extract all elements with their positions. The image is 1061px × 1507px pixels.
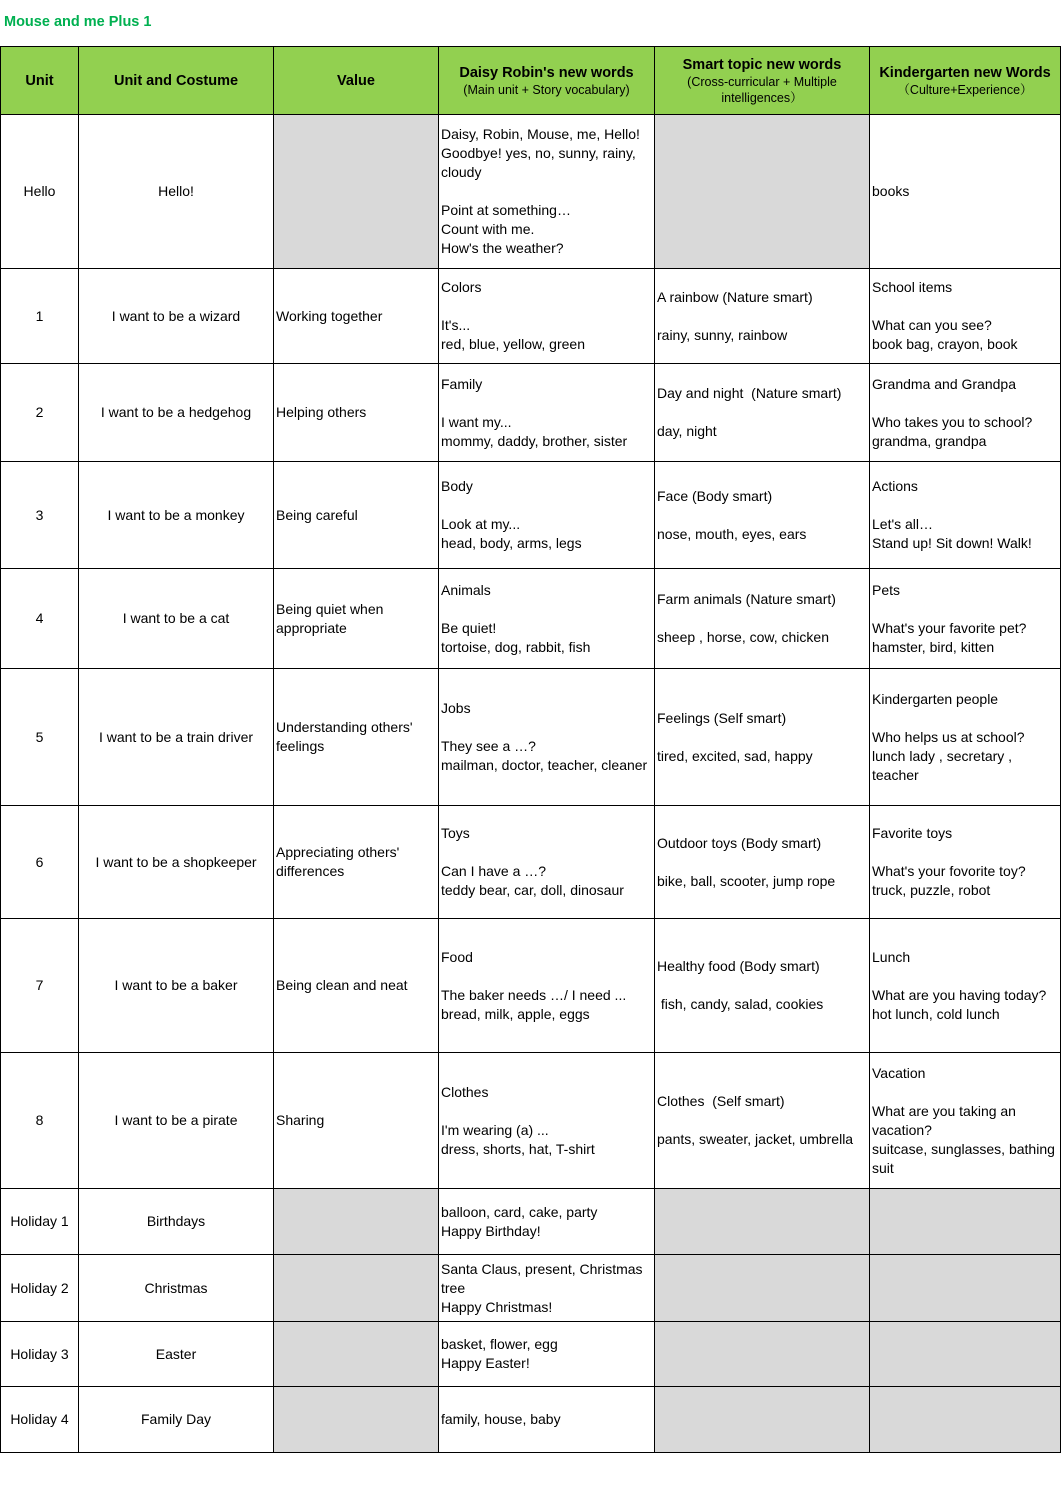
header-smart-main: Smart topic new words: [682, 56, 842, 73]
cell-unit: [1, 1322, 79, 1387]
table-row: [1, 115, 1061, 269]
cell-daisy-robin-words-line: [441, 718, 652, 737]
cell-unit-and-costume: [79, 669, 274, 806]
cell-kindergarten-words-line: Stand up! Sit down! Walk!: [872, 535, 1032, 551]
cell-daisy-robin-words-line: Point at something…: [441, 202, 571, 218]
cell-unit: [1, 569, 79, 669]
table-row: [1, 1189, 1061, 1255]
cell-kindergarten-words-line: grandma, grandpa: [872, 432, 987, 449]
cell-kindergarten-words: [870, 364, 1061, 462]
cell-kindergarten-words: [870, 1387, 1061, 1453]
cell-daisy-robin-words: [439, 269, 655, 364]
cell-kindergarten-words: [870, 269, 1061, 364]
cell-daisy-robin-words: [439, 115, 655, 269]
cell-kindergarten-words-line: hot lunch, cold lunch: [872, 1005, 1000, 1022]
cell-unit: [1, 1189, 79, 1255]
cell-kindergarten-words-line: School items: [872, 279, 953, 295]
cell-unit-text: 1: [35, 307, 44, 324]
cell-kindergarten-words-line: [872, 843, 1058, 862]
cell-unit-text: Holiday 2: [10, 1279, 69, 1296]
cell-value-text: Sharing: [276, 1112, 325, 1128]
cell-smart-topic-words-line: pants, sweater, jacket, umbrella: [657, 1131, 854, 1147]
cell-kindergarten-words-line: Who takes you to school?: [872, 413, 1033, 430]
cell-daisy-robin-words-line: They see a …?: [441, 738, 536, 754]
cell-unit-and-costume-text: I want to be a shopkeeper: [95, 853, 257, 870]
cell-daisy-robin-words-line: Be quiet!: [441, 619, 497, 636]
cell-daisy-robin-words-line: [441, 843, 652, 862]
cell-value: [274, 1387, 439, 1453]
cell-smart-topic-words: [655, 806, 870, 919]
cell-daisy-robin-words-line: bread, milk, apple, eggs: [441, 1005, 590, 1022]
cell-kindergarten-words-line: What are you taking an vacation?: [872, 1102, 1020, 1138]
cell-unit-and-costume-text: I want to be a wizard: [111, 307, 241, 324]
cell-unit: [1, 806, 79, 919]
header-smart-sub: (Cross-curricular + Multiple intelligences）: [687, 74, 837, 105]
cell-daisy-robin-words-line: Happy Birthday!: [441, 1222, 541, 1239]
cell-daisy-robin-words-line: dress, shorts, hat, T-shirt: [441, 1140, 595, 1157]
cell-smart-topic-words-line: [657, 609, 867, 628]
cell-kindergarten-words-line: [872, 600, 1058, 619]
cell-unit-and-costume: [79, 269, 274, 364]
cell-daisy-robin-words-line: family, house, baby: [441, 1411, 561, 1427]
cell-unit-text: 5: [35, 728, 44, 745]
cell-unit-text: 4: [35, 610, 44, 626]
cell-smart-topic-words-line: [657, 853, 867, 872]
cell-smart-topic-words: [655, 1387, 870, 1453]
table-row: [1, 1053, 1061, 1189]
cell-unit: [1, 919, 79, 1053]
cell-smart-topic-words-line: rainy, sunny, rainbow: [657, 326, 788, 343]
cell-daisy-robin-words: [439, 1322, 655, 1387]
cell-unit-text: 2: [35, 404, 44, 420]
cell-daisy-robin-words-line: Colors: [441, 279, 482, 295]
cell-kindergarten-words: [870, 115, 1061, 269]
cell-kindergarten-words-line: [872, 709, 1058, 728]
cell-kindergarten-words-line: books: [872, 183, 910, 199]
cell-kindergarten-words-line: [872, 394, 1058, 413]
header-kindergarten: [870, 47, 1061, 115]
cell-smart-topic-words-line: Feelings (Self smart): [657, 709, 787, 726]
cell-value-text: Being quiet when appropriate: [276, 600, 384, 636]
cell-kindergarten-words-line: book bag, crayon, book: [872, 336, 1018, 352]
cell-value: [274, 669, 439, 806]
cell-unit-and-costume: [79, 1189, 274, 1255]
cell-unit-text: 3: [35, 506, 44, 523]
table-row: [1, 364, 1061, 462]
cell-kindergarten-words-line: Kindergarten people: [872, 690, 999, 707]
cell-daisy-robin-words-line: [441, 394, 652, 413]
cell-kindergarten-words: [870, 462, 1061, 569]
cell-daisy-robin-words-line: head, body, arms, legs: [441, 535, 582, 551]
table-row: [1, 1322, 1061, 1387]
cell-daisy-robin-words-line: Look at my...: [441, 516, 521, 532]
cell-daisy-robin-words: [439, 1255, 655, 1322]
table-row: [1, 1387, 1061, 1453]
table-row: [1, 669, 1061, 806]
cell-value-text: Appreciating others' differences: [276, 844, 400, 879]
cell-daisy-robin-words: [439, 806, 655, 919]
header-daisy-robin: [439, 47, 655, 115]
cell-kindergarten-words: [870, 1189, 1061, 1255]
curriculum-table: [0, 46, 1061, 1453]
cell-kindergarten-words-line: Lunch: [872, 948, 911, 965]
cell-daisy-robin-words-line: [441, 496, 652, 515]
cell-kindergarten-words: [870, 806, 1061, 919]
cell-smart-topic-words: [655, 569, 870, 669]
cell-unit-and-costume: [79, 115, 274, 269]
cell-smart-topic-words: [655, 1053, 870, 1189]
cell-value: [274, 1322, 439, 1387]
cell-unit: [1, 669, 79, 806]
cell-unit: [1, 462, 79, 569]
cell-kindergarten-words: [870, 669, 1061, 806]
cell-smart-topic-words: [655, 462, 870, 569]
cell-value: [274, 115, 439, 269]
document-title: Mouse and me Plus 1: [4, 14, 152, 30]
cell-unit-and-costume: [79, 364, 274, 462]
cell-value: [274, 919, 439, 1053]
cell-daisy-robin-words-line: Daisy, Robin, Mouse, me, Hello!: [441, 126, 640, 142]
cell-daisy-robin-words-line: Body: [441, 478, 473, 494]
cell-daisy-robin-words-line: I want my...: [441, 413, 512, 430]
cell-unit-text: Holiday 4: [10, 1411, 69, 1427]
cell-value: [274, 1189, 439, 1255]
cell-daisy-robin-words: [439, 569, 655, 669]
cell-unit-and-costume: [79, 1255, 274, 1322]
cell-daisy-robin-words: [439, 462, 655, 569]
cell-value-text: Working together: [276, 307, 383, 324]
cell-kindergarten-words-line: suitcase, sunglasses, bathing suit: [872, 1140, 1059, 1176]
table-row: [1, 806, 1061, 919]
cell-value: [274, 1053, 439, 1189]
cell-smart-topic-words-line: Face (Body smart): [657, 487, 773, 504]
cell-unit-and-costume-text: Family Day: [140, 1411, 211, 1427]
cell-daisy-robin-words-line: [441, 600, 652, 619]
table-row: [1, 1255, 1061, 1322]
cell-smart-topic-words-line: Farm animals (Nature smart): [657, 591, 836, 607]
cell-value: [274, 1255, 439, 1322]
cell-unit-and-costume: [79, 462, 274, 569]
cell-unit-and-costume-text: I want to be a hedgehog: [100, 404, 252, 420]
cell-unit-and-costume-text: Christmas: [144, 1279, 208, 1296]
cell-unit-and-costume-text: Birthdays: [146, 1213, 206, 1229]
cell-daisy-robin-words: [439, 1053, 655, 1189]
cell-kindergarten-words: [870, 1255, 1061, 1322]
cell-smart-topic-words-line: [657, 403, 867, 422]
cell-kindergarten-words-line: Who helps us at school?: [872, 728, 1025, 745]
cell-kindergarten-words: [870, 1322, 1061, 1387]
cell-daisy-robin-words-line: Animals: [441, 581, 491, 598]
cell-unit-text: 8: [35, 1112, 44, 1128]
cell-daisy-robin-words-line: mommy, daddy, brother, sister: [441, 432, 628, 449]
header-daisy-main: Daisy Robin's new words: [459, 64, 634, 81]
cell-daisy-robin-words: [439, 364, 655, 462]
cell-unit-text: 7: [35, 977, 44, 993]
cell-unit: [1, 115, 79, 269]
cell-unit-and-costume: [79, 806, 274, 919]
cell-unit-text: Hello: [23, 183, 56, 199]
cell-smart-topic-words-line: Healthy food (Body smart): [657, 958, 820, 974]
cell-value: [274, 269, 439, 364]
cell-unit: [1, 269, 79, 364]
table-row: [1, 269, 1061, 364]
cell-daisy-robin-words-line: [441, 182, 652, 201]
cell-kindergarten-words: [870, 1053, 1061, 1189]
cell-smart-topic-words-line: nose, mouth, eyes, ears: [657, 525, 807, 542]
cell-daisy-robin-words-line: Happy Easter!: [441, 1355, 530, 1371]
cell-daisy-robin-words: [439, 1189, 655, 1255]
cell-smart-topic-words: [655, 364, 870, 462]
cell-daisy-robin-words-line: red, blue, yellow, green: [441, 336, 585, 352]
cell-daisy-robin-words-line: Food: [441, 948, 473, 965]
cell-smart-topic-words-line: tired, excited, sad, happy: [657, 747, 813, 764]
cell-unit: [1, 1255, 79, 1322]
header-unit-and-costume: Unit and Costume: [79, 47, 274, 115]
cell-value: [274, 462, 439, 569]
cell-daisy-robin-words-line: It's...: [441, 317, 471, 333]
cell-daisy-robin-words-line: Jobs: [441, 700, 471, 716]
cell-kindergarten-words: [870, 569, 1061, 669]
cell-unit-and-costume: [79, 1053, 274, 1189]
cell-daisy-robin-words-line: basket, flower, egg: [441, 1336, 558, 1352]
cell-kindergarten-words-line: Actions: [872, 478, 918, 494]
cell-daisy-robin-words-line: Clothes: [441, 1083, 489, 1100]
cell-unit-and-costume-text: I want to be a monkey: [107, 506, 245, 523]
table-row: [1, 462, 1061, 569]
cell-unit-text: 6: [35, 853, 44, 870]
cell-value-text: Understanding others' feelings: [276, 719, 413, 754]
table-body: [1, 115, 1061, 1453]
cell-daisy-robin-words-line: I'm wearing (a) ...: [441, 1121, 549, 1138]
cell-unit-and-costume: [79, 569, 274, 669]
cell-daisy-robin-words-line: teddy bear, car, doll, dinosaur: [441, 882, 624, 898]
cell-kindergarten-words-line: What can you see?: [872, 317, 992, 333]
cell-smart-topic-words: [655, 1322, 870, 1387]
cell-kindergarten-words-line: [872, 1083, 1058, 1102]
header-kinder-main: Kindergarten new Words: [879, 64, 1051, 81]
cell-smart-topic-words: [655, 919, 870, 1053]
cell-smart-topic-words-line: Clothes (Self smart): [657, 1093, 785, 1109]
cell-daisy-robin-words: [439, 919, 655, 1053]
cell-kindergarten-words-line: Grandma and Grandpa: [872, 375, 1016, 392]
cell-value: [274, 569, 439, 669]
table-row: [1, 569, 1061, 669]
cell-kindergarten-words-line: What are you having today?: [872, 986, 1047, 1003]
cell-daisy-robin-words-line: tortoise, dog, rabbit, fish: [441, 638, 591, 655]
cell-daisy-robin-words-line: balloon, card, cake, party: [441, 1203, 598, 1220]
cell-kindergarten-words-line: What's your fovorite toy?: [872, 863, 1026, 879]
cell-kindergarten-words-line: [872, 297, 1058, 316]
cell-unit: [1, 1387, 79, 1453]
cell-kindergarten-words-line: truck, puzzle, robot: [872, 882, 991, 898]
header-unit: Unit: [1, 47, 79, 115]
cell-daisy-robin-words: [439, 669, 655, 806]
cell-unit-text: Holiday 3: [10, 1345, 69, 1362]
cell-smart-topic-words: [655, 1189, 870, 1255]
cell-unit-and-costume-text: I want to be a cat: [122, 610, 230, 626]
header-daisy-sub: (Main unit + Story vocabulary): [463, 82, 630, 97]
cell-smart-topic-words-line: bike, ball, scooter, jump rope: [657, 872, 836, 889]
cell-unit-and-costume-text: Easter: [155, 1345, 197, 1362]
cell-daisy-robin-words-line: Can I have a …?: [441, 863, 547, 879]
cell-kindergarten-words-line: hamster, bird, kitten: [872, 638, 995, 655]
cell-smart-topic-words-line: [657, 307, 867, 326]
cell-daisy-robin-words-line: Family: [441, 375, 483, 392]
cell-unit-and-costume-text: I want to be a baker: [114, 977, 238, 993]
cell-kindergarten-words-line: [872, 496, 1058, 515]
cell-unit-and-costume: [79, 1322, 274, 1387]
cell-smart-topic-words-line: [657, 1111, 867, 1130]
cell-smart-topic-words-line: A rainbow (Nature smart): [657, 288, 813, 305]
cell-daisy-robin-words-line: Goodbye! yes, no, sunny, rainy, cloudy: [441, 145, 640, 180]
header-smart-topic: [655, 47, 870, 115]
cell-unit-and-costume: [79, 1387, 274, 1453]
cell-kindergarten-words-line: lunch lady , secretary , teacher: [872, 747, 1016, 783]
cell-daisy-robin-words-line: mailman, doctor, teacher, cleaner: [441, 757, 648, 773]
cell-daisy-robin-words-line: [441, 297, 652, 316]
cell-kindergarten-words-line: Vacation: [872, 1064, 926, 1081]
cell-smart-topic-words-line: sheep , horse, cow, chicken: [657, 629, 829, 645]
cell-kindergarten-words-line: Pets: [872, 581, 901, 598]
cell-value-text: Being careful: [276, 506, 358, 523]
cell-daisy-robin-words: [439, 1387, 655, 1453]
cell-kindergarten-words-line: [872, 967, 1058, 986]
header-value: Value: [274, 47, 439, 115]
header-row: [1, 47, 1061, 115]
cell-daisy-robin-words-line: Santa Claus, present, Christmas tree: [441, 1260, 647, 1296]
cell-value-text: Being clean and neat: [276, 977, 408, 993]
cell-daisy-robin-words-line: The baker needs …/ I need ...: [441, 986, 627, 1003]
cell-value-text: Helping others: [276, 404, 367, 420]
cell-smart-topic-words: [655, 115, 870, 269]
cell-kindergarten-words-line: What's your favorite pet?: [872, 619, 1027, 636]
cell-smart-topic-words: [655, 269, 870, 364]
cell-smart-topic-words-line: [657, 728, 867, 747]
cell-smart-topic-words: [655, 669, 870, 806]
cell-smart-topic-words-line: day, night: [657, 423, 717, 439]
cell-unit-and-costume-text: I want to be a train driver: [98, 728, 254, 745]
cell-kindergarten-words-line: Favorite toys: [872, 825, 953, 841]
cell-smart-topic-words-line: Outdoor toys (Body smart): [657, 834, 822, 851]
cell-smart-topic-words-line: [657, 976, 867, 995]
cell-smart-topic-words-line: fish, candy, salad, cookies: [657, 996, 824, 1012]
cell-unit: [1, 364, 79, 462]
cell-unit: [1, 1053, 79, 1189]
cell-smart-topic-words: [655, 1255, 870, 1322]
cell-unit-and-costume-text: Hello!: [158, 183, 194, 199]
cell-daisy-robin-words-line: Toys: [441, 825, 470, 841]
cell-daisy-robin-words-line: [441, 967, 652, 986]
header-kinder-sub: （Culture+Experience）: [897, 82, 1033, 97]
cell-unit-and-costume-text: I want to be a pirate: [114, 1112, 238, 1128]
cell-daisy-robin-words-line: Happy Christmas!: [441, 1298, 553, 1315]
cell-daisy-robin-words-line: How's the weather?: [441, 240, 564, 256]
cell-daisy-robin-words-line: Count with me.: [441, 221, 535, 237]
cell-unit-and-costume: [79, 919, 274, 1053]
cell-unit-text: Holiday 1: [10, 1213, 69, 1229]
table-row: [1, 919, 1061, 1053]
cell-kindergarten-words-line: Let's all…: [872, 516, 934, 532]
cell-smart-topic-words-line: Day and night (Nature smart): [657, 385, 842, 401]
cell-value: [274, 806, 439, 919]
cell-smart-topic-words-line: [657, 506, 867, 525]
cell-daisy-robin-words-line: [441, 1102, 652, 1121]
cell-kindergarten-words: [870, 919, 1061, 1053]
cell-value: [274, 364, 439, 462]
